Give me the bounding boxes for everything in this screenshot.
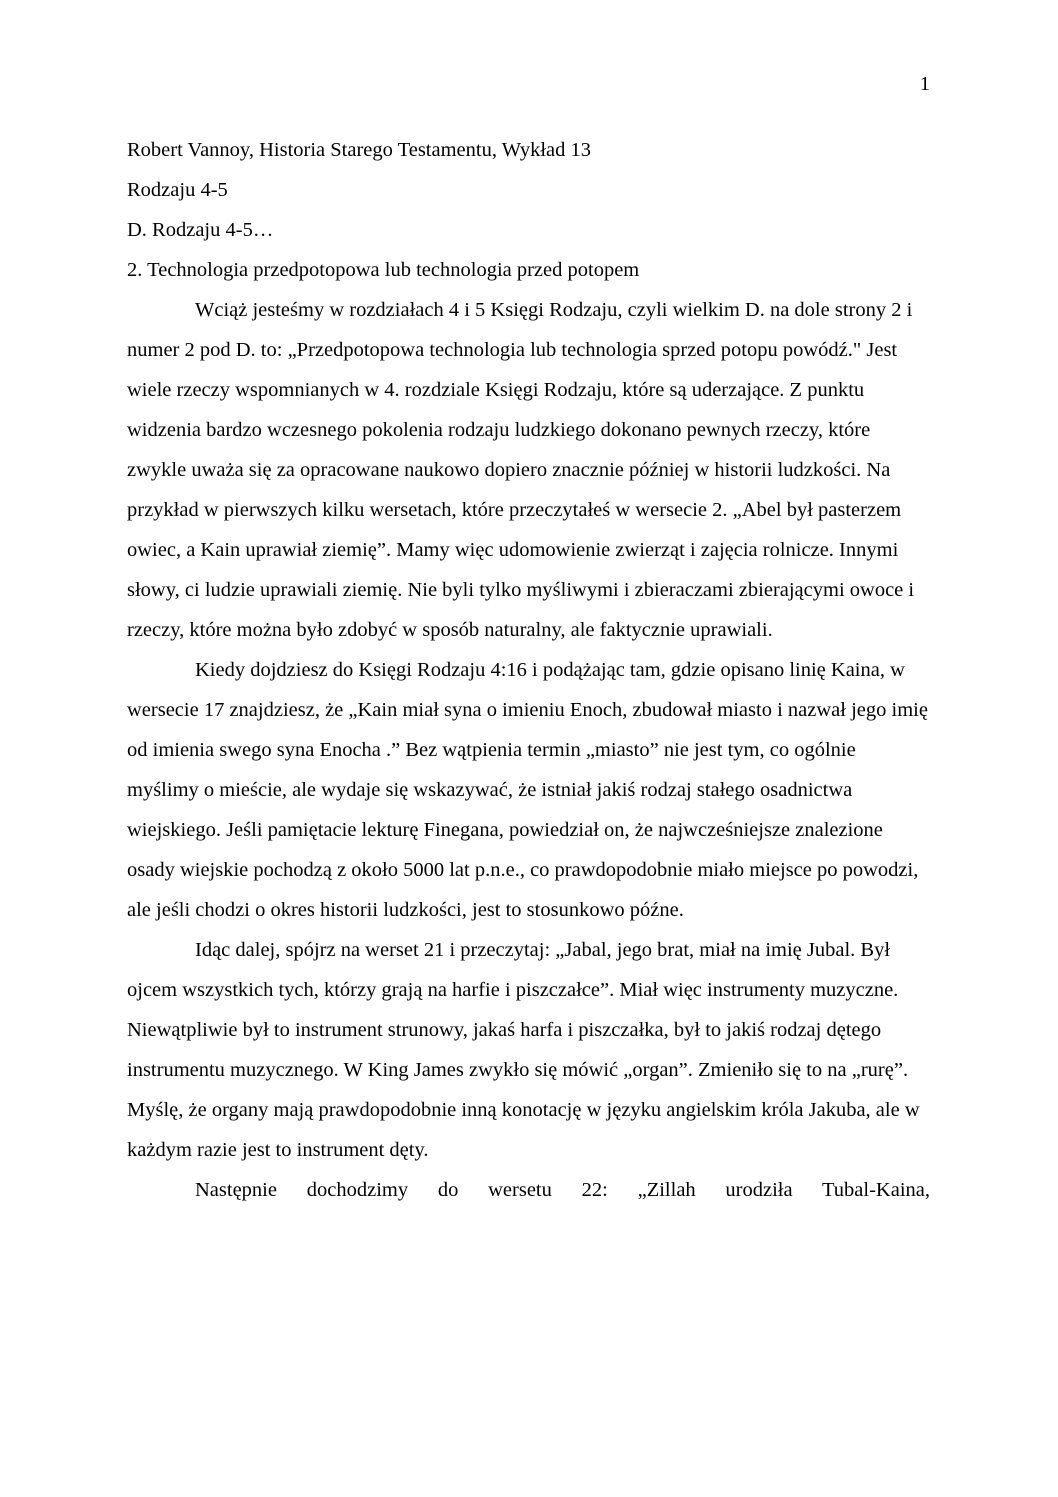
paragraph-4-truncated: Następnie dochodzimy do wersetu 22: „Zillah urodziła Tubal-Kaina, <box>195 1179 930 1201</box>
document-title: Robert Vannoy, Historia Starego Testamentu, Wykład 13 <box>127 139 592 161</box>
paragraph-2: Kiedy dojdziesz do Księgi Rodzaju 4:16 i podążając tam, gdzie opisano linię Kaina, w wersecie 17 znajdziesz, że „Kain miał syna o imieniu Enoch, zbudował miasto i nazwał jego imię od imienia swego syna Enocha .” Bez wątpienia termin „miasto” nie jest tym, co ogólnie myślimy o mieście, ale wydaje się wskazywać, że istniał jakiś rodzaj stałego osadnictwa wiejskiego. Jeśli pamiętacie lekturę Finegana, powiedział on, że najwcześniejsze znalezione osady wiejskie pochodzą z około 5000 lat p.n.e., co prawdopodobnie miało miejsce po powodzi, ale jeśli chodzi o okres historii ludzkości, jest to stosunkowo późne. <box>127 659 928 921</box>
outline-item-2: 2. Technologia przedpotopowa lub technologia przed potopem <box>127 259 640 281</box>
page-number: 1 <box>919 73 930 95</box>
paragraph-3: Idąc dalej, spójrz na werset 21 i przeczytaj: „Jabal, jego brat, miał na imię Jubal. Był ojcem wszystkich tych, którzy grają na harfie i piszczałce”. Miał więc instrumenty muzyczne. Niewątpliwie był to instrument strunowy, jakaś harfa i piszczałka, był to jakiś rodzaj dętego instrumentu muzycznego. W King James zwykło się mówić „organ”. Zmieniło się to na „rurę”. Myślę, że organy mają prawdopodobnie inną konotację w języku angielskim króla Jakuba, ale w każdym razie jest to instrument dęty. <box>127 939 920 1161</box>
paragraph-1: Wciąż jesteśmy w rozdziałach 4 i 5 Księgi Rodzaju, czyli wielkim D. na dole strony 2 i numer 2 pod D. to: „Przedpotopowa technologia lub technologia sprzed potopu powódź." Jest wiele rzeczy wspomnianych w 4. rozdziale Księgi Rodzaju, które są uderzające. Z punktu widzenia bardzo wczesnego pokolenia rodzaju ludzkiego dokonano pewnych rzeczy, które zwykle uważa się za opracowane naukowo dopiero znacznie później w historii ludzkości. Na przykład w pierwszych kilku wersetach, które przeczytałeś w wersecie 2. „Abel był pasterzem owiec, a Kain uprawiał ziemię”. Mamy więc udomowienie zwierząt i zajęcia rolnicze. Innymi słowy, ci ludzie uprawiali ziemię. Nie byli tylko myśliwymi i zbieraczami zbierającymi owoce i rzeczy, które można było zdobyć w sposób naturalny, ale faktycznie uprawiali. <box>127 299 915 641</box>
document-content <box>127 130 930 1210</box>
outline-item-d: D. Rodzaju 4-5… <box>127 219 274 241</box>
document-subtitle: Rodzaju 4-5 <box>127 179 228 201</box>
